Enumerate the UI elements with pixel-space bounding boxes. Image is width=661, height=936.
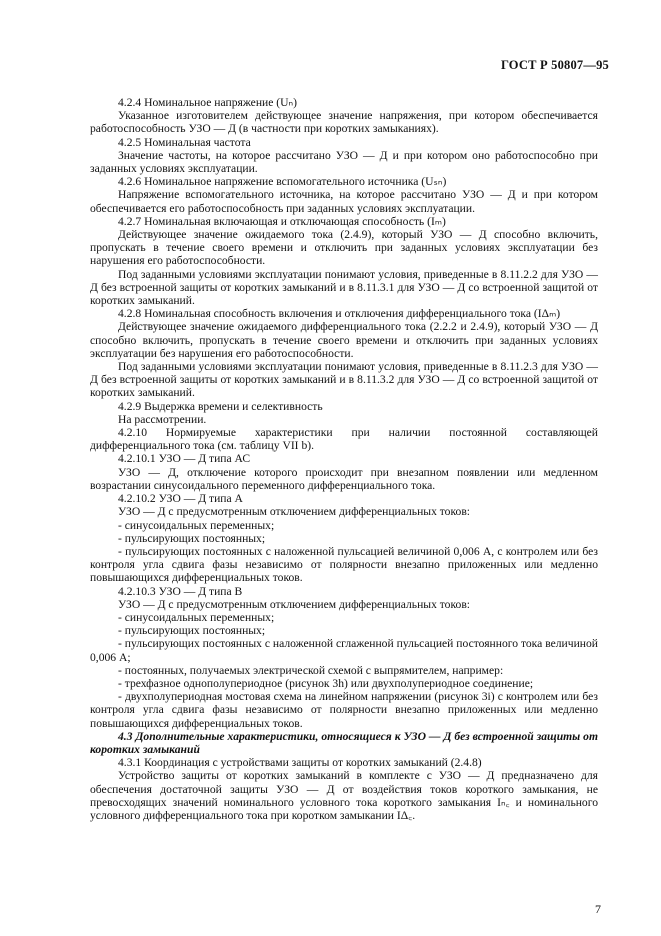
standard-header: ГОСТ Р 50807—95 — [500, 58, 609, 72]
paragraph: Действующее значение ожидаемого дифференциального тока (2.2.2 и 2.4.9), который УЗО — Д способно включить, пропускать в течение своего времени и отключить при заданных условиях эксплуатации без нарушения его работоспособности. — [90, 320, 598, 360]
paragraph: На рассмотрении. — [118, 412, 207, 426]
section-4-2-9-heading: 4.2.9 Выдержка времени и селективность — [118, 399, 323, 413]
list-item: - двухполупериодная мостовая схема на линейном напряжении (рисунок 3i) с контролем или без контроля угла сдвига фазы независимо от полярности внезапно приложенных или медленно повышающихся дифференциальных токов. — [90, 690, 598, 730]
list-item: - синусоидальных переменных; — [118, 518, 275, 532]
section-4-3-1-heading: 4.3.1 Координация с устройствами защиты от коротких замыканий (2.4.8) — [118, 756, 482, 770]
paragraph: Действующее значение ожидаемого тока (2.4.9), который УЗО — Д способно включить, пропускать в течение своего времени и отключить при заданных условиях эксплуатации без нарушения его работоспособности. — [90, 228, 598, 268]
list-item: - пульсирующих постоянных с наложенной пульсацией величиной 0,006 А, с контролем или без контроля угла сдвига фазы независимо от полярности внезапно приложенных или медленно повышающихся дифференциальных токов. — [90, 544, 598, 585]
paragraph: УЗО — Д с предусмотренным отключением дифференциальных токов: — [118, 505, 471, 519]
paragraph: Устройство защиты от коротких замыканий в комплекте с УЗО — Д предназначено для обеспечения достаточной защиты УЗО — Д от воздействия токов короткого замыкания, не превосходящих значений номинального условного тока короткого замыкания Iₙ꜀ и номинального условного дифференциального тока при коротком замыкании IΔ꜀. — [90, 769, 598, 822]
paragraph: УЗО — Д с предусмотренным отключением дифференциальных токов: — [118, 597, 471, 611]
paragraph: Напряжение вспомогательного источника, на которое рассчитано УЗО — Д и при котором обеспечивается его работоспособность при заданных условиях эксплуатации. — [90, 188, 598, 215]
section-4-2-10-2-heading: 4.2.10.2 УЗО — Д типа А — [118, 492, 243, 506]
paragraph: Под заданными условиями эксплуатации понимают условия, приведенные в 8.11.2.2 для УЗО — Д без встроенной защиты от коротких замыканий и в 8.11.3.1 для УЗО — Д со встроенной защитой от коротких замыканий. — [90, 267, 598, 308]
section-4-2-10-1-heading: 4.2.10.1 УЗО — Д типа АС — [118, 452, 251, 466]
list-item: - пульсирующих постоянных; — [118, 531, 266, 545]
list-item: - пульсирующих постоянных с наложенной сглаженной пульсацией постоянного тока величиной 0,006 А; — [90, 637, 598, 664]
section-4-2-10-heading: 4.2.10 Нормируемые характеристики при наличии постоянной составляющей дифференциального тока (см. таблицу VII b). — [90, 426, 598, 453]
page-number: 7 — [595, 902, 601, 916]
section-4-2-10-3-heading: 4.2.10.3 УЗО — Д типа В — [118, 584, 243, 598]
section-4-2-6-heading: 4.2.6 Номинальное напряжение вспомогательного источника (Uₛₙ) — [118, 175, 447, 189]
paragraph: УЗО — Д, отключение которого происходит при внезапном появлении или медленном возрастании синусоидального переменного дифференциального тока. — [90, 465, 598, 492]
paragraph: Под заданными условиями эксплуатации понимают условия, приведенные в 8.11.2.3 для УЗО — Д без встроенной защиты от коротких замыканий и в 8.11.3.2 для УЗО — Д со встроенной защитой от коротких замыканий. — [90, 360, 598, 400]
list-item: - постоянных, получаемых электрической схемой с выпрямителем, например: — [118, 663, 504, 677]
section-4-2-8-heading: 4.2.8 Номинальная способность включения и отключения дифференциального тока (IΔₘ) — [118, 307, 561, 321]
paragraph: Указанное изготовителем действующее значение напряжения, при котором обеспечивается работоспособность УЗО — Д (в частности при коротких замыканиях). — [90, 109, 598, 136]
list-item: - синусоидальных переменных; — [118, 610, 275, 624]
section-4-2-5-heading: 4.2.5 Номинальная частота — [118, 135, 251, 149]
section-4-3-heading: 4.3 Дополнительные характеристики, относящиеся к УЗО — Д без встроенной защиты от коротких замыканий — [90, 729, 598, 756]
section-4-2-4-heading: 4.2.4 Номинальное напряжение (Uₙ) — [118, 96, 297, 109]
paragraph: Значение частоты, на которое рассчитано УЗО — Д и при котором оно работоспособно при заданных условиях эксплуатации. — [90, 148, 598, 176]
section-4-2-7-heading: 4.2.7 Номинальная включающая и отключающая способность (Iₘ) — [118, 214, 446, 228]
document-body — [90, 96, 598, 822]
list-item: - пульсирующих постоянных; — [118, 624, 266, 638]
list-item: - трехфазное однополупериодное (рисунок 3h) или двухполупериодное соединение; — [118, 676, 534, 690]
